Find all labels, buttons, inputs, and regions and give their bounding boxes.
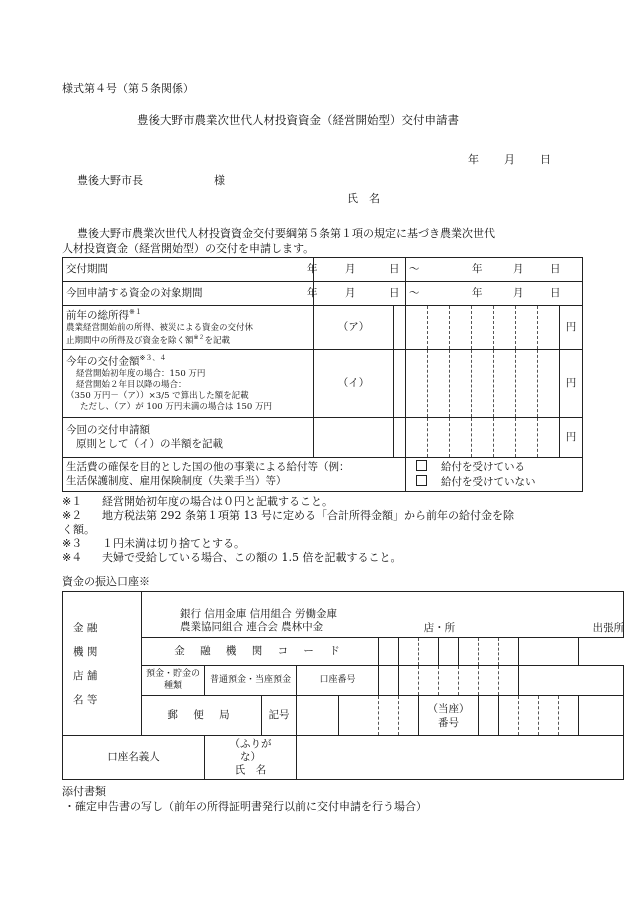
postal-label: 郵 便 局 [142,696,262,736]
symbol-label: 記号 [262,696,297,736]
current-digit[interactable] [519,696,539,736]
amount-digit[interactable] [516,418,538,458]
account-number-label: 口座番号 [297,666,379,696]
amount-digit[interactable] [494,350,516,418]
bank-row-deposit [63,666,624,696]
note-4: ※４ 夫婦で受給している場合、この額の 1.5 倍を記載すること。 [62,551,402,564]
account-digit[interactable] [379,666,399,696]
current-digit[interactable] [499,696,519,736]
applicant-name-label: 氏 名 [347,192,380,205]
account-digit[interactable] [459,666,479,696]
account-digit[interactable] [419,666,439,696]
target-start-year: 年 [307,286,318,299]
branch-name[interactable] [423,592,625,638]
amount-digit[interactable] [406,418,428,458]
target-end-day: 日 [550,286,561,299]
addressee-honorific: 様 [214,174,225,187]
bank-row-holder [63,736,624,780]
code-extra[interactable] [519,638,579,666]
checkbox-icon[interactable] [416,460,427,471]
application-table [62,257,583,492]
amount-digit[interactable] [494,418,516,458]
amount-digit[interactable] [450,306,472,350]
amount-digit[interactable] [394,418,406,458]
amount-digit[interactable] [394,306,406,350]
target-start-month: 月 [345,286,356,299]
form-number: 様式第４号（第５条関係） [62,82,194,95]
note-2-cont: く額。 [62,523,95,536]
amount-digit[interactable] [472,350,494,418]
bank-table [62,591,624,780]
prev-income-mark: （ア） [314,306,394,350]
amount-digit[interactable] [428,418,450,458]
checkbox-icon[interactable] [416,475,427,486]
amount-digit[interactable] [428,306,450,350]
code-digit[interactable] [419,638,439,666]
holder-name-label: （ふりが な） 氏 名 [205,736,297,780]
page-title: 豊後大野市農業次世代人材投資資金（経営開始型）交付申請書 [137,113,459,127]
current-extra[interactable] [579,696,624,736]
amount-digit[interactable] [472,306,494,350]
code-digit[interactable] [459,638,479,666]
intro-line-1: 豊後大野市農業次世代人材投資資金交付要綱第５条第１項の規定に基づき農業次世代 [77,227,495,240]
period-start[interactable] [307,258,406,282]
amount-digit[interactable] [538,350,560,418]
table-row-benefit [63,458,583,492]
addressee: 豊後大野市長 [77,174,143,187]
current-digit[interactable] [559,696,579,736]
date-month-label: 月 [504,153,515,166]
target-end-month: 月 [513,286,524,299]
target-period-start[interactable] [307,282,406,306]
benefit-options [406,458,583,492]
note-2: ※２ 地方税法第 292 条第１項第 13 号に定める「合計所得金額」から前年の給付金を除 [62,509,514,522]
branch-types: 店・所 [423,622,456,634]
note-3: ※３ １円未満は切り捨てとする。 [62,537,245,550]
target-tilde: ～ [409,286,420,299]
benefit-label: 生活費の確保を目的とした国の他の事業による給付等（例： 生活保護制度、雇用保険制度（失業手当）等） [63,458,406,492]
symbol-digit[interactable] [379,696,399,736]
table-row-target-period [63,282,583,306]
code-digit[interactable] [499,638,519,666]
period-end-year: 年 [472,262,483,275]
branch-office: 出張所 [592,622,625,634]
note-1: ※１ 経営開始初年度の場合は０円と記載すること。 [62,495,333,508]
table-row-current-request [63,418,583,458]
this-year-mark: （イ） [314,350,394,418]
target-period-label: 今回申請する資金の対象期間 [63,282,314,306]
amount-digit[interactable] [538,306,560,350]
bank-side-label: 金 融 機 関 店 舗 名 等 [63,592,142,736]
account-digit[interactable] [399,666,419,696]
institution-name[interactable]: 銀行 信用金庫 信用組合 労働金庫 農業協同組合 連合会 農林中金 [142,592,459,638]
amount-digit[interactable] [428,350,450,418]
period-start-year: 年 [307,262,318,275]
account-extra[interactable] [519,666,624,696]
target-end-year: 年 [472,286,483,299]
bank-row-code [63,638,624,666]
amount-digit[interactable] [472,418,494,458]
symbol-digit[interactable] [297,696,339,736]
period-end[interactable] [406,258,583,282]
date-day-label: 日 [540,153,551,166]
table-row-this-year [63,350,583,418]
benefit-option-not-receiving[interactable]: 給付を受けていない [416,475,579,489]
account-digit[interactable] [479,666,499,696]
symbol-digit[interactable] [339,696,379,736]
notes [62,495,514,565]
account-holder-label: 口座名義人 [63,736,205,780]
institution-code-label: 金 融 機 関 コ ー ド [142,638,379,666]
prev-income-label: 前年の総所得$^{※1}$ 農業経営開始前の所得、被災による資金の交付休 止期間中の所得及び資金を除く額$^{※2}$を記載 [63,306,314,350]
benefit-option-receiving[interactable]: 給付を受けている [416,460,579,474]
code-digit[interactable] [479,638,499,666]
table-row-period [63,258,583,282]
amount-digit[interactable] [406,350,428,418]
current-digit[interactable] [539,696,559,736]
current-digit[interactable] [479,696,499,736]
yen-unit: 円 [560,306,583,350]
period-start-day: 日 [389,262,400,275]
target-start-day: 日 [389,286,400,299]
period-end-day: 日 [550,262,561,275]
deposit-type-label: 預金・貯金の種類 [142,666,205,696]
yen-unit: 円 [560,350,583,418]
deposit-type-value[interactable]: 普通預金・当座預金 [205,666,297,696]
this-year-label: 今年の交付金額$^{※3、4}$ 経営開始初年度の場合：150 万円 経営開始２年目以降の場合： （350 万円－（ア））×3/5 で算出した額を記載 ただし、（ア）が 100 万円未満の場合は 150 万円 [63,350,314,418]
bank-row-postal [63,696,624,736]
bank-row-names [63,592,624,638]
current-request-label: 今回の交付申請額 原則として（イ）の半額を記載 [63,418,314,458]
period-start-month: 月 [345,262,356,275]
amount-digit[interactable] [450,350,472,418]
code-digit[interactable] [379,638,399,666]
bank-section-title: 資金の振込口座※ [62,575,150,588]
amount-digit[interactable] [394,350,406,418]
intro-line-2: 人材投資資金（経営開始型）の交付を申請します。 [62,242,315,255]
attachment-item-1: ・確定申告書の写し（前年の所得証明書発行以前に交付申請を行う場合） [64,800,427,813]
yen-unit: 円 [560,418,583,458]
amount-digit[interactable] [538,418,560,458]
amount-digit[interactable] [450,418,472,458]
current-request-mark [314,418,394,458]
current-number-label: （当座） 番号 [419,696,479,736]
amount-digit[interactable] [516,350,538,418]
account-digit[interactable] [439,666,459,696]
code-digit[interactable] [439,638,459,666]
period-tilde: ～ [409,262,420,275]
date-year-label: 年 [468,153,479,166]
period-end-month: 月 [513,262,524,275]
amount-digit[interactable] [516,306,538,350]
symbol-digit[interactable] [399,696,419,736]
target-period-end[interactable] [406,282,583,306]
code-digit[interactable] [399,638,419,666]
period-label: 交付期間 [63,258,314,282]
amount-digit[interactable] [406,306,428,350]
account-digit[interactable] [499,666,519,696]
amount-digit[interactable] [494,306,516,350]
account-holder-input[interactable] [297,736,624,780]
attachments-title: 添付書類 [62,785,106,798]
table-row-prev-income [63,306,583,350]
